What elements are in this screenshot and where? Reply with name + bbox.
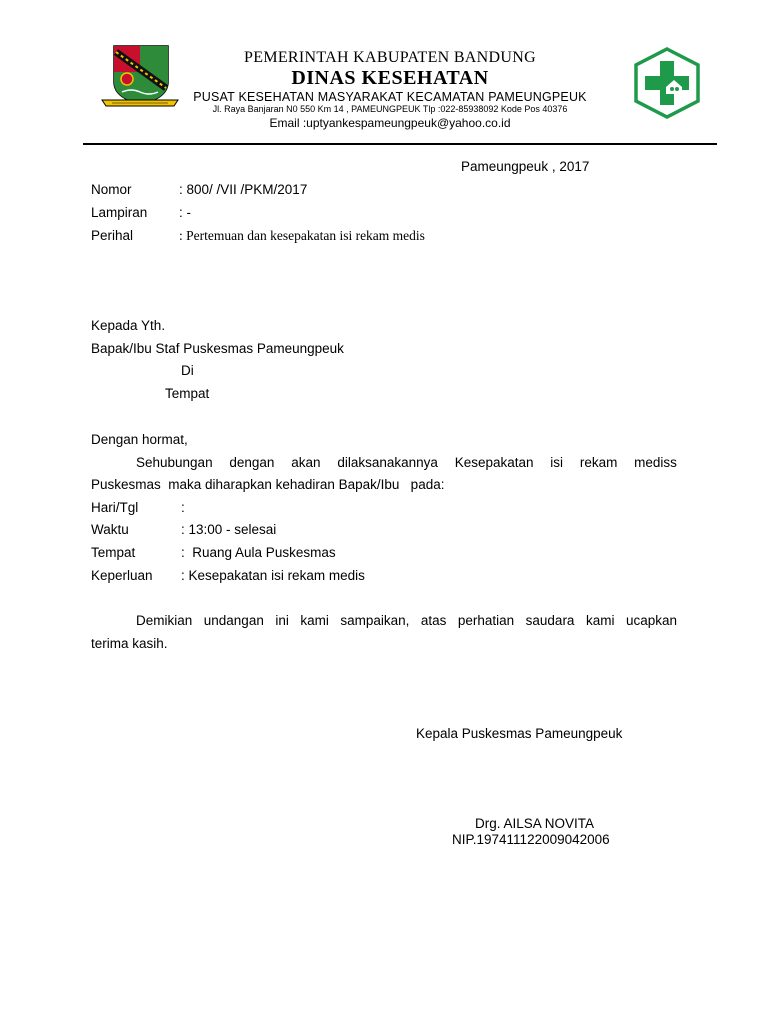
closing-word: undangan xyxy=(203,613,264,628)
intro-word: rekam xyxy=(579,455,618,470)
closing-word: ucapkan xyxy=(625,613,677,628)
institution-name: PUSAT KESEHATAN MASYARAKAT KECAMATAN PAMEUNGPEUK xyxy=(193,90,587,104)
addressee-line: Tempat xyxy=(165,386,210,401)
intro-word: Kesepakatan xyxy=(454,455,534,470)
closing-word: Demikian xyxy=(136,613,193,628)
intro-word: Sehubungan xyxy=(136,455,213,470)
event-label-hari: Hari/Tgl xyxy=(91,500,139,515)
letterhead-divider xyxy=(83,143,717,145)
letter-date: Pameungpeuk , 2017 xyxy=(461,159,590,174)
intro-word: mediss xyxy=(634,455,677,470)
field-label-lampiran: Lampiran xyxy=(91,205,148,220)
closing-paragraph-line: terima kasih. xyxy=(91,636,168,651)
closing-word: sampaikan, xyxy=(340,613,410,628)
closing-paragraph-line xyxy=(136,613,677,629)
signatory-nip: NIP.197411122009042006 xyxy=(452,832,610,847)
event-value-hari: : xyxy=(181,500,185,515)
health-cross-house-icon xyxy=(632,47,702,119)
closing-word: saudara xyxy=(525,613,575,628)
intro-word: dilaksanakannya xyxy=(337,455,438,470)
event-value-keperluan: : Kesepakatan isi rekam medis xyxy=(181,568,365,583)
event-label-waktu: Waktu xyxy=(91,522,129,537)
event-label-keperluan: Keperluan xyxy=(91,568,153,583)
institution-email: Email :uptyankespameungpeuk@yahoo.co.id xyxy=(269,116,511,130)
closing-word: kami xyxy=(300,613,329,628)
closing-word: perhatian xyxy=(457,613,515,628)
field-label-perihal: Perihal xyxy=(91,228,134,243)
event-label-tempat: Tempat xyxy=(91,545,136,560)
government-name: PEMERINTAH KABUPATEN BANDUNG xyxy=(244,49,536,66)
closing-word: kami xyxy=(585,613,615,628)
intro-word: dengan xyxy=(229,455,275,470)
addressee-line: Bapak/Ibu Staf Puskesmas Pameungpeuk xyxy=(91,341,344,356)
field-label-nomor: Nomor xyxy=(91,182,132,197)
addressee-line: Kepada Yth. xyxy=(91,318,166,333)
intro-word: isi xyxy=(550,455,564,470)
event-value-waktu: : 13:00 - selesai xyxy=(181,522,277,537)
greeting: Dengan hormat, xyxy=(91,432,188,447)
intro-paragraph-line: Puskesmas maka diharapkan kehadiran Bapak/Ibu pada: xyxy=(91,477,445,492)
field-value-lampiran: : - xyxy=(179,205,191,220)
field-value-perihal: : Pertemuan dan kesepakatan isi rekam medis xyxy=(179,228,425,243)
closing-word: ini xyxy=(275,613,289,628)
department-name: DINAS KESEHATAN xyxy=(291,67,489,89)
field-value-nomor: : 800/ /VII /PKM/2017 xyxy=(179,182,308,197)
institution-address: Jl. Raya Banjaran N0 550 Km 14 , PAMEUNGPEUK Tlp :022-85938092 Kode Pos 40376 xyxy=(212,104,568,114)
signatory-name: Drg. AILSA NOVITA xyxy=(475,816,595,831)
intro-paragraph-line xyxy=(136,455,677,471)
closing-word: atas xyxy=(420,613,447,628)
signature-title: Kepala Puskesmas Pameungpeuk xyxy=(416,726,623,741)
intro-word: akan xyxy=(291,455,321,470)
event-value-tempat: : Ruang Aula Puskesmas xyxy=(181,545,336,560)
addressee-line: Di xyxy=(181,363,194,378)
